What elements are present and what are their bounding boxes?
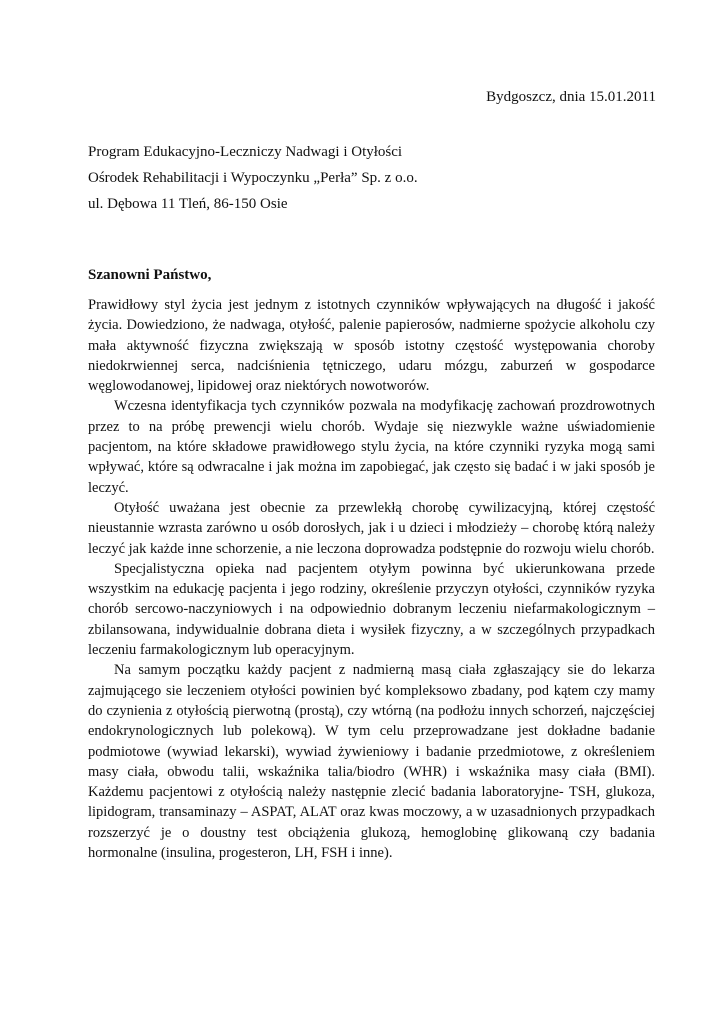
- paragraph-4: Specjalistyczna opieka nad pacjentem otyłym powinna być ukierunkowana przede wszystkim na edukację pacjenta i jego rodziny, określenie przyczyn otyłości, czynników ryzyka chorób sercowo-naczyniowych i na odpowiednio dobranym leczeniu niefarmakologicznym – zbilansowana, indywidualnie dobrana dieta i wysiłek fizyczny, a w szczególnych przypadkach leczeniu farmakologicznym lub operacyjnym.: [88, 560, 655, 659]
- address-line-organization: Program Edukacyjno-Leczniczy Nadwagi i Otyłości: [88, 144, 403, 160]
- recipient-address: [88, 139, 418, 217]
- address-line-institution: Ośrodek Rehabilitacji i Wypoczynku „Perła” Sp. z o.o.: [88, 170, 418, 186]
- paragraph-2: Wczesna identyfikacja tych czynników pozwala na modyfikację zachowań prozdrowotnych przez to na próbę prewencji wielu chorób. Wydaje się niezwykle ważne uświadomienie pacjentom, na które składowe prawidłowego stylu życia, na które czynniki ryzyka mogą sami wpływać, które są odwracalne i jak można im zapobiegać, jak często się badać i w jaki sposób je leczyć.: [88, 398, 655, 496]
- paragraph-1: Prawidłowy styl życia jest jednym z istotnych czynników wpływających na długość i jakość życia. Dowiedziono, że nadwaga, otyłość, palenie papierosów, nadmierne spożycie alkoholu czy mała aktywność fizyczna zwiększają w sposób istotny częstość występowania choroby niedokrwiennej serca, nadciśnienia tętniczego, udaru mózgu, zaburzeń w gospodarce węglowodanowej, lipidowej oraz niektórych nowotworów.: [88, 297, 655, 395]
- date-line: Bydgoszcz, dnia 15.01.2011: [486, 89, 656, 105]
- paragraph-5: Na samym początku każdy pacjent z nadmierną masą ciała zgłaszający sie do lekarza zajmującego sie leczeniem otyłości powinien być kompleksowo zbadany, pod kątem czy mamy do czynienia z otyłością pierwotną (prostą), czy wtórną (na podłożu innych schorzeń, najczęściej endokrynologicznych lub polekową). W tym celu przeprowadzane jest dokładne badanie podmiotowe (wywiad lekarski), wywiad żywieniowy i badanie przedmiotowe, z określeniem masy ciała, obwodu talii, wskaźnika talia/biodro (WHR) i wskaźnika masy ciała (BMI). Każdemu pacjentowi z otyłością należy następnie zlecić badania laboratoryjne- TSH, glukoza, lipidogram, transaminazy – ASPAT, ALAT oraz kwas moczowy, a w uzasadnionych przypadkach rozszerzyć je o doustny test obciążenia glukozą, hemoglobinę glikowaną czy badania hormonalne (insulina, progesteron, LH, FSH i inne).: [88, 662, 655, 862]
- address-line-street: ul. Dębowa 11 Tleń, 86-150 Osie: [88, 196, 288, 212]
- letter-body: [88, 295, 655, 863]
- salutation: Szanowni Państwo,: [88, 267, 212, 283]
- paragraph-3: Otyłość uważana jest obecnie za przewlekłą chorobę cywilizacyjną, której częstość nieustannie wzrasta zarówno u osób dorosłych, jak i u dzieci i młodzieży – chorobę którą należy leczyć jak każde inne schorzenie, a nie leczona doprowadza podstępnie do rozwoju wielu chorób.: [88, 499, 655, 557]
